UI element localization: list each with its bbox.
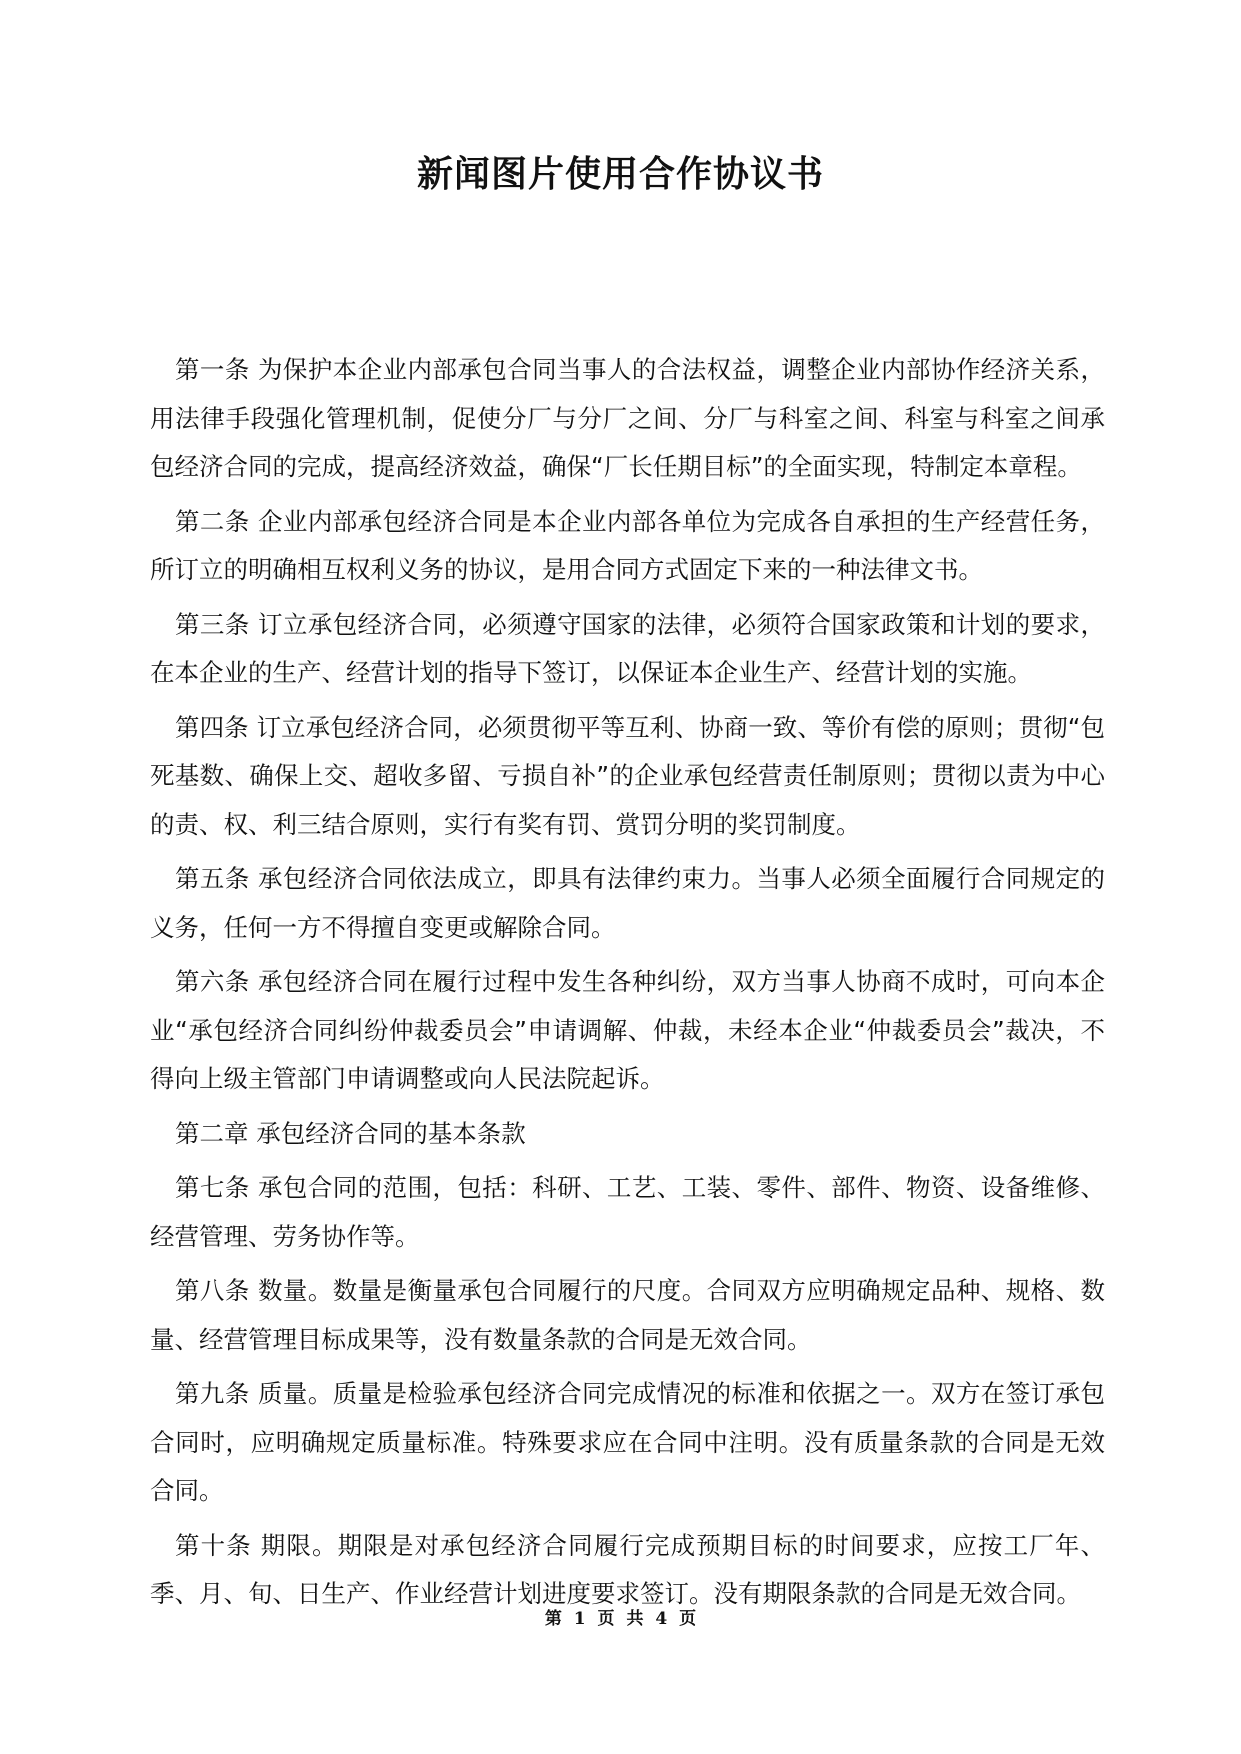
article-4-paragraph: 第四条 订立承包经济合同，必须贯彻平等互利、协商一致、等价有偿的原则；贯彻“包死基数、确保上交、超收多留、亏损自补”的企业承包经营责任制原则；贯彻以责为中心的责、权、利三结合原则，实行有奖有罚、赏罚分明的奖罚制度。 <box>150 712 1105 839</box>
page-number-footer: 第 1 页 共 4 页 <box>544 1609 697 1629</box>
document-body <box>150 346 1105 1625</box>
article-6-paragraph: 第六条 承包经济合同在履行过程中发生各种纠纷，双方当事人协商不成时，可向本企业“承包经济合同纠纷仲裁委员会”申请调解、仲裁，未经本企业“仲裁委员会”裁决，不得向上级主管部门申请调整或向人民法院起诉。 <box>150 967 1105 1093</box>
document-title: 新闻图片使用合作协议书 <box>416 154 824 195</box>
article-9-paragraph: 第九条 质量。质量是检验承包经济合同完成情况的标准和依据之一。双方在签订承包合同时，应明确规定质量标准。特殊要求应在合同中注明。没有质量条款的合同是无效合同。 <box>150 1379 1105 1505</box>
article-10-paragraph: 第十条 期限。期限是对承包经济合同履行完成预期目标的时间要求，应按工厂年、季、月、旬、日生产、作业经营计划进度要求签订。没有期限条款的合同是无效合同。 <box>150 1530 1105 1608</box>
article-5-paragraph: 第五条 承包经济合同依法成立，即具有法律约束力。当事人必须全面履行合同规定的义务，任何一方不得擅自变更或解除合同。 <box>150 864 1105 942</box>
article-3-paragraph: 第三条 订立承包经济合同，必须遵守国家的法律，必须符合国家政策和计划的要求，在本企业的生产、经营计划的指导下签订，以保证本企业生产、经营计划的实施。 <box>150 609 1105 687</box>
article-7-paragraph: 第七条 承包合同的范围，包括：科研、工艺、工装、零件、部件、物资、设备维修、经营管理、劳务协作等。 <box>150 1173 1105 1251</box>
article-1-paragraph: 第一条 为保护本企业内部承包合同当事人的合法权益，调整企业内部协作经济关系，用法律手段强化管理机制，促使分厂与分厂之间、分厂与科室之间、科室与科室之间承包经济合同的完成，提高经济效益，确保“厂长任期目标”的全面实现，特制定本章程。 <box>150 355 1105 481</box>
chapter-2-heading: 第二章 承包经济合同的基本条款 <box>175 1118 526 1148</box>
article-8-paragraph: 第八条 数量。数量是衡量承包合同履行的尺度。合同双方应明确规定品种、规格、数量、经营管理目标成果等，没有数量条款的合同是无效合同。 <box>150 1276 1105 1354</box>
article-2-paragraph: 第二条 企业内部承包经济合同是本企业内部各单位为完成各自承担的生产经营任务，所订立的明确相互权利义务的协议，是用合同方式固定下来的一种法律文书。 <box>150 506 1105 584</box>
